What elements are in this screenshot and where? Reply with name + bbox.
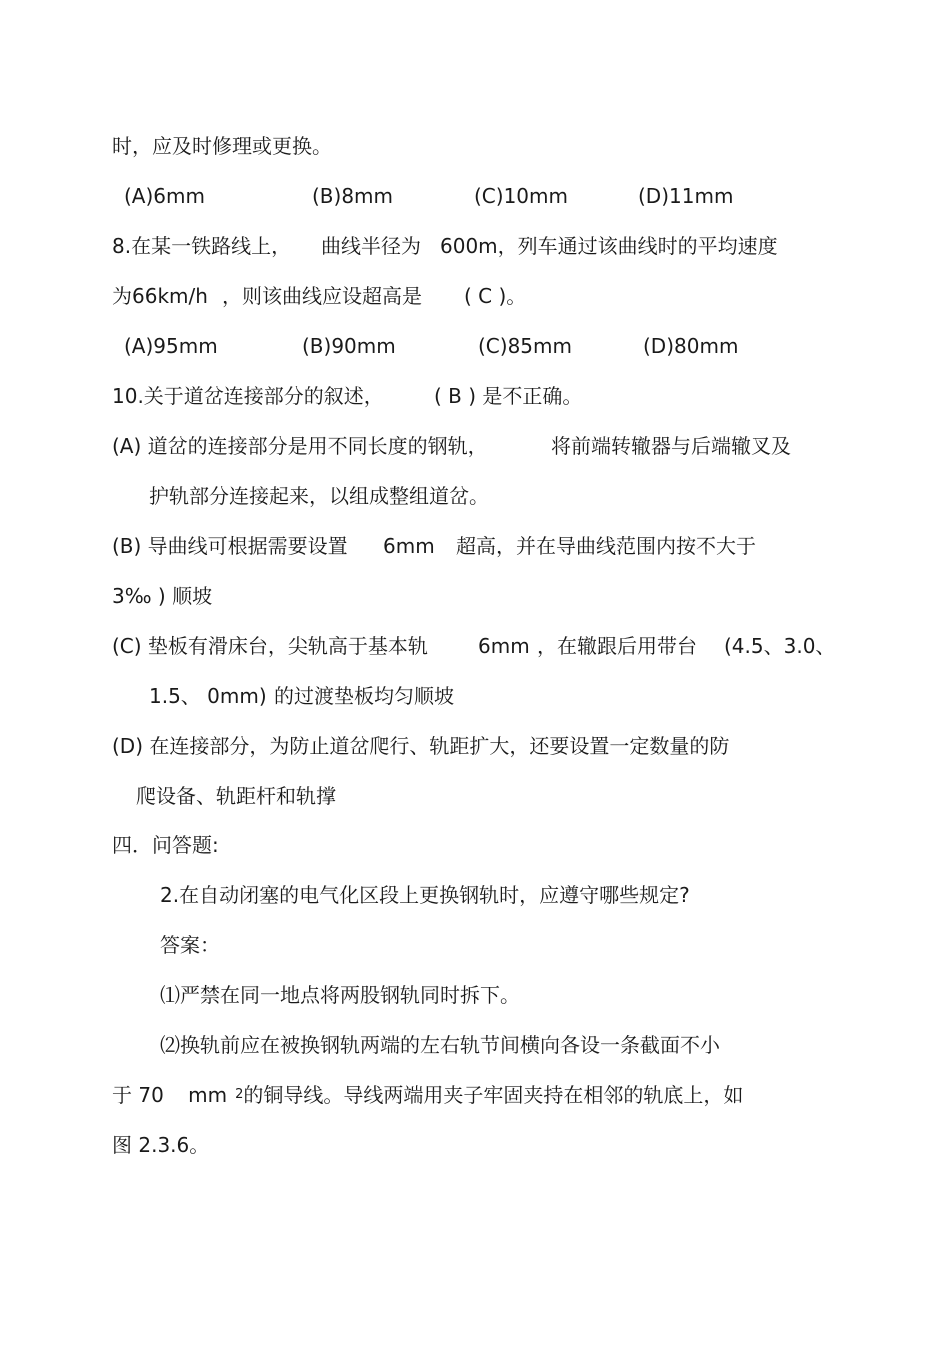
option-c-line-2a: 1.5、 0mm) [149,684,267,708]
option-d: (D)11mm [638,184,734,208]
option-c-line-2b: 的过渡垫板均匀顺坡 [274,684,454,708]
option-a-line-2: 护轨部分连接起来，以组成整组道岔。 [149,484,489,508]
question-8-line-2b: ，则该曲线应设超高是 [222,284,422,308]
option-a-line-1b: 将前端转辙器与后端辙叉及 [551,434,791,458]
question-10-stem: 10.关于道岔连接部分的叙述， [112,384,384,408]
answer-item-2-line-1: ⑵换轨前应在被换钢轨两端的左右轨节间横向各设一条截面不小 [160,1033,720,1057]
option-a-line-1a: (A) 道岔的连接部分是用不同长度的钢轨， [112,434,488,458]
option-c-line-1c: ，在辙跟后用带台 [537,634,697,658]
option-b-line-1a: (B) 导曲线可根据需要设置 [112,534,348,558]
question-10-answer: ( B ) 是不正确。 [434,384,583,408]
option-b-line-2: 3‰ ) 顺坡 [112,584,213,608]
question-2: 2.在自动闭塞的电气化区段上更换钢轨时，应遵守哪些规定? [160,883,690,907]
option-c: (C)85mm [478,334,572,358]
answer-label: 答案： [160,933,220,957]
answer-item-2-line-2 [112,1083,743,1107]
option-a: (A)6mm [124,184,205,208]
answer-item-2-line-2c: 的铜导线。导线两端用夹子牢固夹持在相邻的轨底上，如 [243,1083,744,1107]
text-line: 时，应及时修理或更换。 [112,134,332,158]
option-d-line-1: (D) 在连接部分，为防止道岔爬行、轨距扩大，还要设置一定数量的防 [112,734,730,758]
option-b-line-1c: 超高，并在导曲线范围内按不大于 [456,534,756,558]
option-b: (B)8mm [312,184,394,208]
answer-item-1: ⑴严禁在同一地点将两股钢轨同时拆下。 [160,983,520,1007]
section-title: 四．问答题: [112,833,219,857]
question-8-line-1b: 曲线半径为 [321,234,421,258]
question-8-answer: ( C )。 [464,284,527,308]
answer-item-2-line-3: 图 2.3.6。 [112,1133,210,1157]
option-c-line-1a: (C) 垫板有滑床台，尖轨高于基本轨 [112,634,428,658]
question-8-line-1a: 8.在某一铁路线上， [112,234,292,258]
answer-item-2-line-2a: 于 70 [112,1083,164,1107]
unit-mm: mm [188,1083,228,1107]
option-b-line-1b: 6mm [383,534,435,558]
question-8-line-1c: 600m，列车通过该曲线时的平均速度 [440,234,778,258]
superscript-2: 2 [235,1087,244,1102]
option-c-line-1d: (4.5、3.0、 [724,634,836,658]
option-d: (D)80mm [643,334,739,358]
option-c: (C)10mm [474,184,568,208]
question-8-line-2a: 为66km/h [112,284,208,308]
option-d-line-2: 爬设备、轨距杆和轨撑 [136,784,336,808]
option-b: (B)90mm [302,334,396,358]
option-a: (A)95mm [124,334,218,358]
option-c-line-1b: 6mm [478,634,530,658]
